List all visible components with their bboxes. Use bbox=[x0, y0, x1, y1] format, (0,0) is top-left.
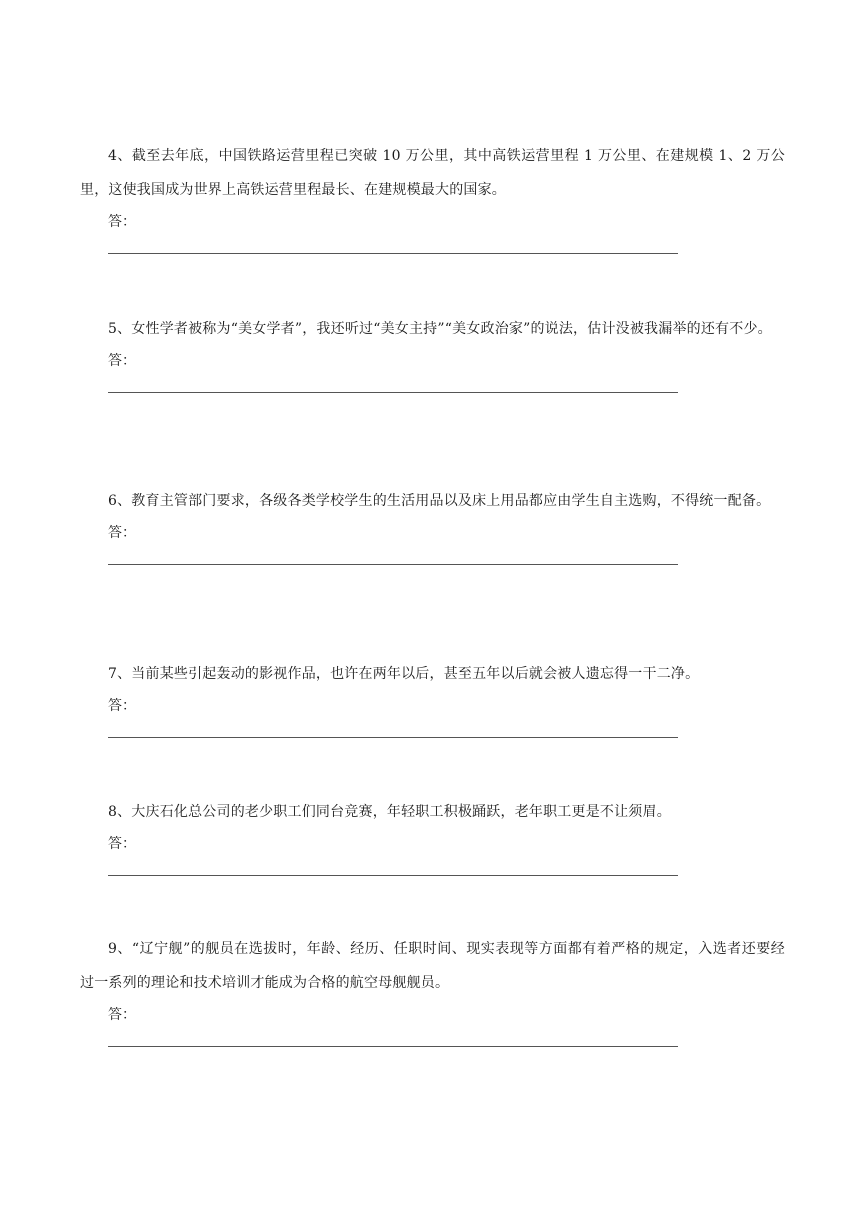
question-text: 7、当前某些引起轰动的影视作品，也许在两年以后，甚至五年以后就会被人遗忘得一干二净。 bbox=[108, 666, 700, 682]
answer-line[interactable] bbox=[108, 1046, 678, 1047]
answer-line[interactable] bbox=[108, 392, 678, 393]
question-4 bbox=[80, 139, 785, 254]
answer-label: 答： bbox=[108, 353, 136, 369]
answer-label: 答： bbox=[108, 525, 136, 541]
question-text: 6、教育主管部门要求，各级各类学校学生的生活用品以及床上用品都应由学生自主选购，不得统一配备。 bbox=[108, 493, 771, 509]
question-text: 8、大庆石化总公司的老少职工们同台竞赛，年轻职工积极踊跃，老年职工更是不让须眉。 bbox=[108, 804, 671, 820]
question-6 bbox=[80, 484, 785, 565]
answer-label: 答： bbox=[108, 836, 136, 852]
answer-line[interactable] bbox=[108, 564, 678, 565]
question-7 bbox=[80, 657, 785, 738]
answer-line[interactable] bbox=[108, 875, 678, 876]
answer-line[interactable] bbox=[108, 253, 678, 254]
answer-line[interactable] bbox=[108, 737, 678, 738]
answer-label: 答： bbox=[108, 698, 136, 714]
question-9 bbox=[80, 932, 785, 1047]
question-8 bbox=[80, 795, 785, 876]
question-text: 4、截至去年底，中国铁路运营里程已突破 10 万公里，其中高铁运营里程 1 万公里、在建规模 1、2 万公里，这使我国成为世界上高铁运营里程最长、在建规模最大的国家。 bbox=[80, 148, 785, 198]
question-text: 5、女性学者被称为“美女学者”，我还听过“美女主持”“美女政治家”的说法，估计没被我漏举的还有不少。 bbox=[108, 321, 772, 337]
question-text: 9、“辽宁舰”的舰员在选拔时，年龄、经历、任职时间、现实表现等方面都有着严格的规定，入选者还要经过一系列的理论和技术培训才能成为合格的航空母舰舰员。 bbox=[80, 941, 785, 991]
answer-label: 答： bbox=[108, 1007, 136, 1023]
answer-label: 答： bbox=[108, 214, 136, 230]
question-5 bbox=[80, 312, 785, 393]
